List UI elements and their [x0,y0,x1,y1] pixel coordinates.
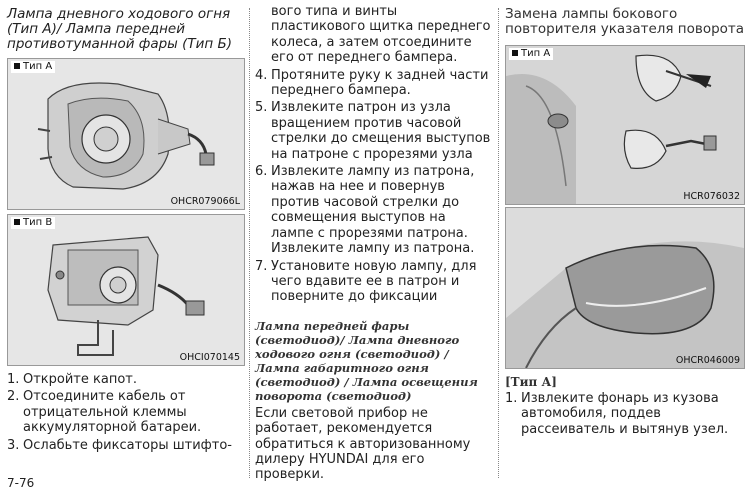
type-a-label: [Тип А] [505,375,557,389]
figure-code: OHCR046009 [675,355,740,366]
figure-code: HCR076032 [683,191,740,202]
figure-side-repeater-type-a [505,45,745,205]
list-item: 1. Откройте капот. [7,372,137,387]
column-divider [498,8,499,478]
figure-fog-lamp-type-b [7,214,245,366]
list-item: 3. Ослабьте фиксаторы штифто- [7,437,232,453]
column-left [7,0,245,455]
drl-lamp-illustration [8,215,244,365]
list-item: 7. Установите новую лампу, для чего вдавите ее в патрон и поверните до фиксации [255,258,477,305]
steps-list [7,372,245,453]
figure-fog-lamp-type-a [7,58,245,210]
side-mirror-illustration [506,208,744,368]
list-item: 6. Извлеките лампу из патрона, нажав на нее и повернув против часовой стрелки до совмещения выступов на лампе с прорезями патрона. Извлеките лампу из патрона. [255,164,475,257]
list-item: 5. Извлеките патрон из узла вращением против часовой стрелки до смещения выступов на патроне с прорезями узла [255,100,491,162]
figure-code: OHCI070145 [179,352,240,363]
step-continuation: вого типа и винты пластикового щитка переднего колеса, а затем отсоедините его от переднего бампера. [271,4,491,66]
section-title-side-repeater: Замена лампы бокового повторителя указателя поворота [505,6,745,37]
fog-lamp-illustration [8,59,244,209]
figure-code: OHCR079066L [170,196,240,207]
list-item: 2. Отсоедините кабель от отрицательной клеммы аккумуляторной батареи. [7,389,202,436]
section-title-drl-fog: Лампа дневного ходового огня (Тип А)/ Лампа передней противотуманной фары (Тип Б) [7,6,233,52]
list-item: 4. Протяните руку к задней части переднего бампера. [255,67,489,99]
page-number: 7-76 [7,476,35,490]
side-repeater-illustration [506,46,744,204]
figure-label: Тип B [11,217,55,229]
figure-label: Тип A [11,61,55,73]
led-note: Если световой прибор не работает, рекомендуется обратиться к авторизованному дилеру HYUNDAI для его проверки. [255,405,471,483]
column-right [505,0,745,439]
section-title-led: Лампа передней фары (светодиод)/ Лампа дневного ходового огня (светодиод) / Лампа габаритного огня (светодиод) / Лампа освещения поворота (светодиод) [255,318,478,403]
figure-side-repeater-type-b [505,207,745,369]
column-divider [249,8,250,478]
list-item: 1. Извлеките фонарь из кузова автомобиля, поддев рассеиватель и вытянув узел. [505,391,729,437]
steps-list [255,68,491,305]
steps-list [505,391,745,437]
figure-label: Тип A [509,48,553,60]
column-middle [255,0,491,483]
